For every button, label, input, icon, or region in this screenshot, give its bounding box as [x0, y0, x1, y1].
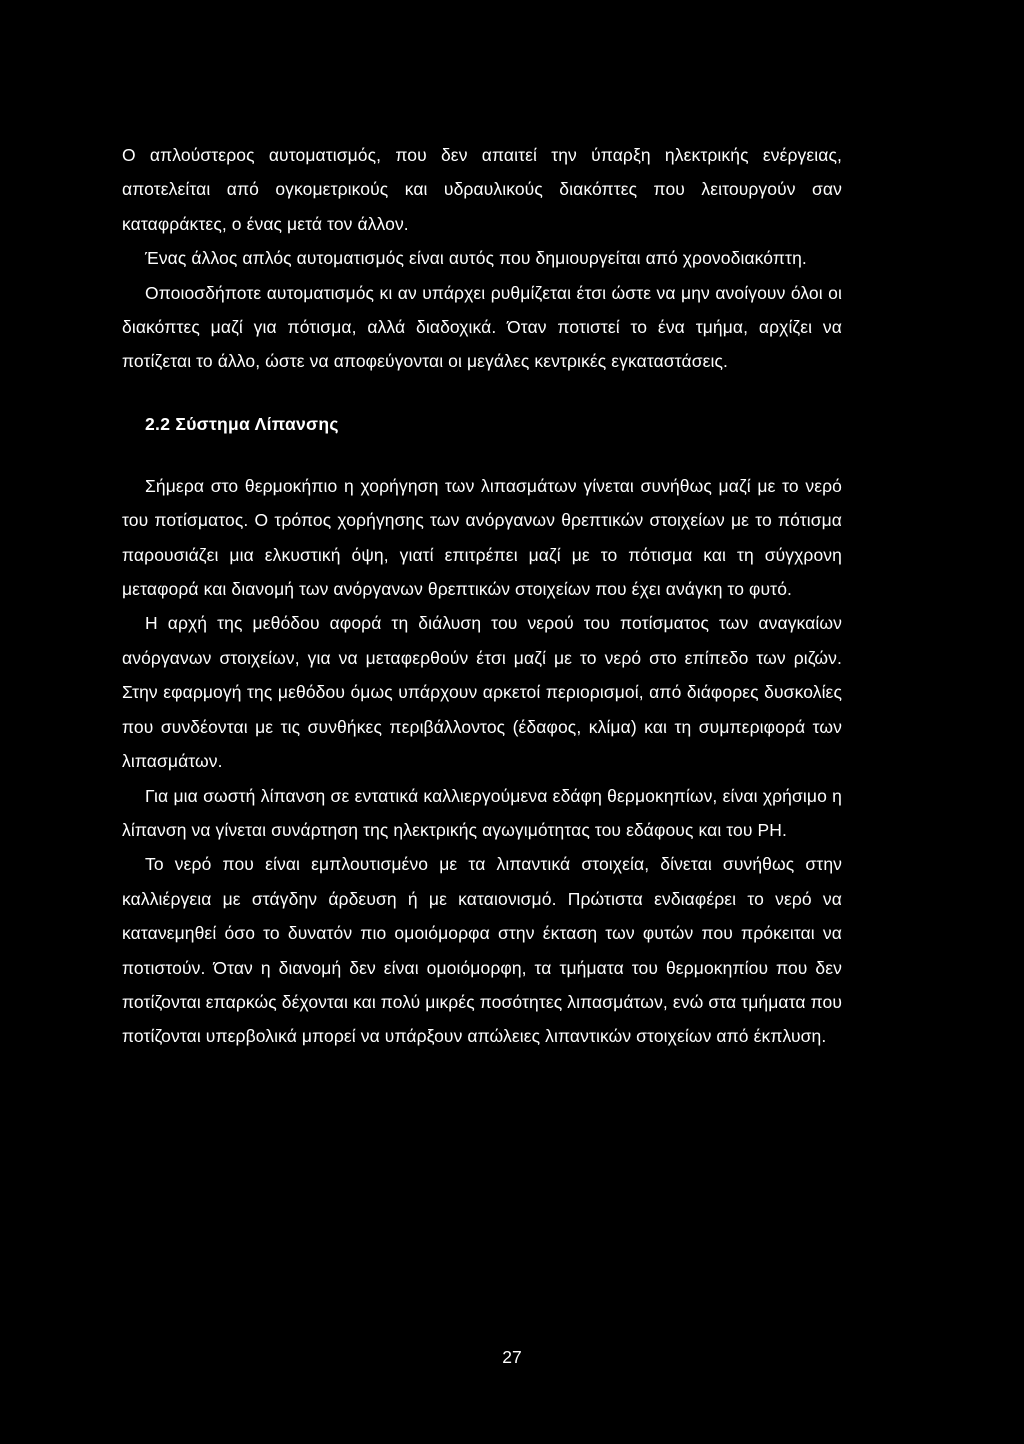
paragraph-simple-automation: Ο απλούστερος αυτοματισμός, που δεν απαιτεί την ύπαρξη ηλεκτρικής ενέργειας, αποτελείται από ογκομετρικούς και υδραυλικούς διακόπτες που λειτουργούν σαν καταφράκτες, ο ένας μετά τον άλλον.	[122, 145, 842, 234]
paragraph-sequential-watering: Οποιοσδήποτε αυτοματισμός κι αν υπάρχει ρυθμίζεται έτσι ώστε να μην ανοίγουν όλοι οι διακόπτες μαζί για πότισμα, αλλά διαδοχικά. Όταν ποτιστεί το ένα τμήμα, αρχίζει να ποτίζεται το άλλο, ώστε να αποφεύγονται οι μεγάλες κεντρικές εγκαταστάσεις.	[122, 282, 842, 372]
page-number: 27	[502, 1347, 522, 1367]
paragraph-method-principle: Η αρχή της μεθόδου αφορά τη διάλυση του νερού του ποτίσματος των αναγκαίων ανόργανων στοιχείων, για να μεταφερθούν έτσι μαζί με το νερό στο επίπεδο των ριζών. Στην εφαρμογή της μεθόδου όμως υπάρχουν αρκετοί περιορισμοί, από διάφορες δυσκολίες που συνδέονται με τις συνθήκες περιβάλλοντος (έδαφος, κλίμα) και τη συμπεριφορά των λιπασμάτων.	[122, 613, 842, 772]
document-body	[122, 138, 842, 1054]
paragraph-fertilizer-with-water: Σήμερα στο θερμοκήπιο η χορήγηση των λιπασμάτων γίνεται συνήθως μαζί με το νερό του ποτίσματος. Ο τρόπος χορήγησης των ανόργανων θρεπτικών στοιχείων με το πότισμα παρουσιάζει μια ελκυστική όψη, γιατί επιτρέπει μαζί με το πότισμα και τη σύγχρονη μεταφορά και διανομή των ανόργανων θρεπτικών στοιχείων που έχει ανάγκη το φυτό.	[122, 475, 842, 600]
paragraph-conductivity-ph: Για μια σωστή λίπανση σε εντατικά καλλιεργούμενα εδάφη θερμοκηπίων, είναι χρήσιμο η λίπανση να γίνεται συνάρτηση της ηλεκτρικής αγωγιμότητας του εδάφους και του PH.	[122, 785, 842, 840]
paragraph-timer-automation: Ένας άλλος απλός αυτοματισμός είναι αυτός που δημιουργείται από χρονοδιακόπτη.	[145, 248, 807, 269]
section-heading-fertilization: 2.2 Σύστημα Λίπανσης	[145, 413, 339, 434]
paragraph-uniform-distribution: Το νερό που είναι εμπλουτισμένο με τα λιπαντικά στοιχεία, δίνεται συνήθως στην καλλιέργεια με στάγδην άρδευση ή με καταιονισμό. Πρώτιστα ενδιαφέρει το νερό να κατανεμηθεί όσο το δυνατόν πιο ομοιόμορφα στην έκταση των φυτών που πρόκειται να ποτιστούν. Όταν η διανομή δεν είναι ομοιόμορφη, τα τμήματα του θερμοκηπίου που δεν ποτίζονται επαρκώς δέχονται και πολύ μικρές ποσότητες λιπασμάτων, ενώ στα τμήματα που ποτίζονται υπερβολικά μπορεί να υπάρξουν απώλειες λιπαντικών στοιχείων από έκπλυση.	[122, 854, 842, 1047]
